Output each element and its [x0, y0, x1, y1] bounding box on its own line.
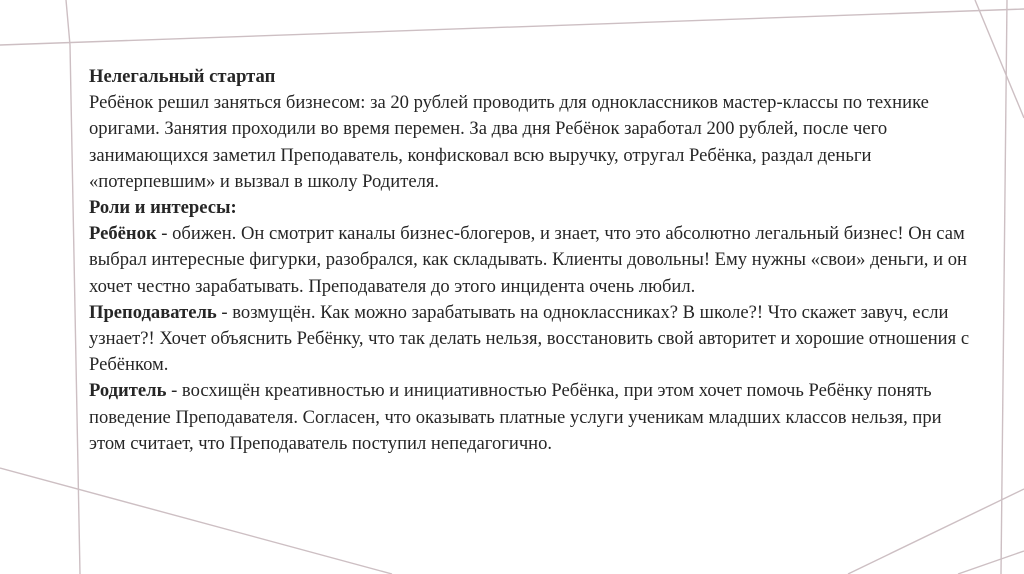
deco-line-right-vertical	[1001, 0, 1007, 574]
deco-line-top-right	[975, 0, 1024, 118]
role-name: Преподаватель	[89, 301, 217, 323]
role-paragraph-teacher	[89, 300, 979, 379]
role-paragraph-parent	[89, 378, 979, 457]
role-text: - возмущён. Как можно зарабатывать на одноклассниках? В школе?! Что скажет завуч, если узнает?! Хочет объяснить Ребёнку, что так делать нельзя, восстановить свой авторитет и хорошие отношения с Ребёнком.	[89, 301, 970, 376]
intro-paragraph: Ребёнок решил заняться бизнесом: за 20 рублей проводить для одноклассников мастер-классы по технике оригами. Занятия проходили во время перемен. За два дня Ребёнок заработал 200 рублей, после чего занимающихся заметил Преподаватель, конфисковал всю выручку, отругал Ребёнка, раздал деньги «потерпевшим» и вызвал в школу Родителя.	[89, 92, 929, 192]
title: Нелегальный стартап	[89, 66, 276, 87]
role-name: Ребёнок	[89, 223, 157, 245]
role-name: Родитель	[89, 380, 167, 402]
deco-line-bottom-left	[0, 468, 392, 574]
deco-line-top-left	[66, 0, 70, 45]
deco-line-bottom-right	[848, 489, 1024, 574]
roles-heading: Роли и интересы:	[89, 197, 237, 219]
role-text: - обижен. Он смотрит каналы бизнес-блогеров, и знает, что это абсолютно легальный бизнес! Он сам выбрал интересные фигурки, разобрался, как складывать. Клиенты довольны! Ему нужны «свои» деньги, и он хочет честно зарабатывать. Преподавателя до этого инцидента очень любил.	[89, 223, 967, 297]
deco-line-bottom-corner	[958, 551, 1024, 574]
text-body	[89, 64, 979, 457]
deco-line-top-horizontal	[0, 9, 1024, 45]
role-text: - восхищён креативностью и инициативностью Ребёнка, при этом хочет помочь Ребёнку понять поведение Преподавателя. Согласен, что оказывать платные услуги ученикам младших классов нельзя, при этом считает, что Преподаватель поступил непедагогично.	[89, 380, 942, 454]
deco-line-left-vertical	[70, 45, 80, 574]
role-paragraph-child	[89, 221, 979, 300]
